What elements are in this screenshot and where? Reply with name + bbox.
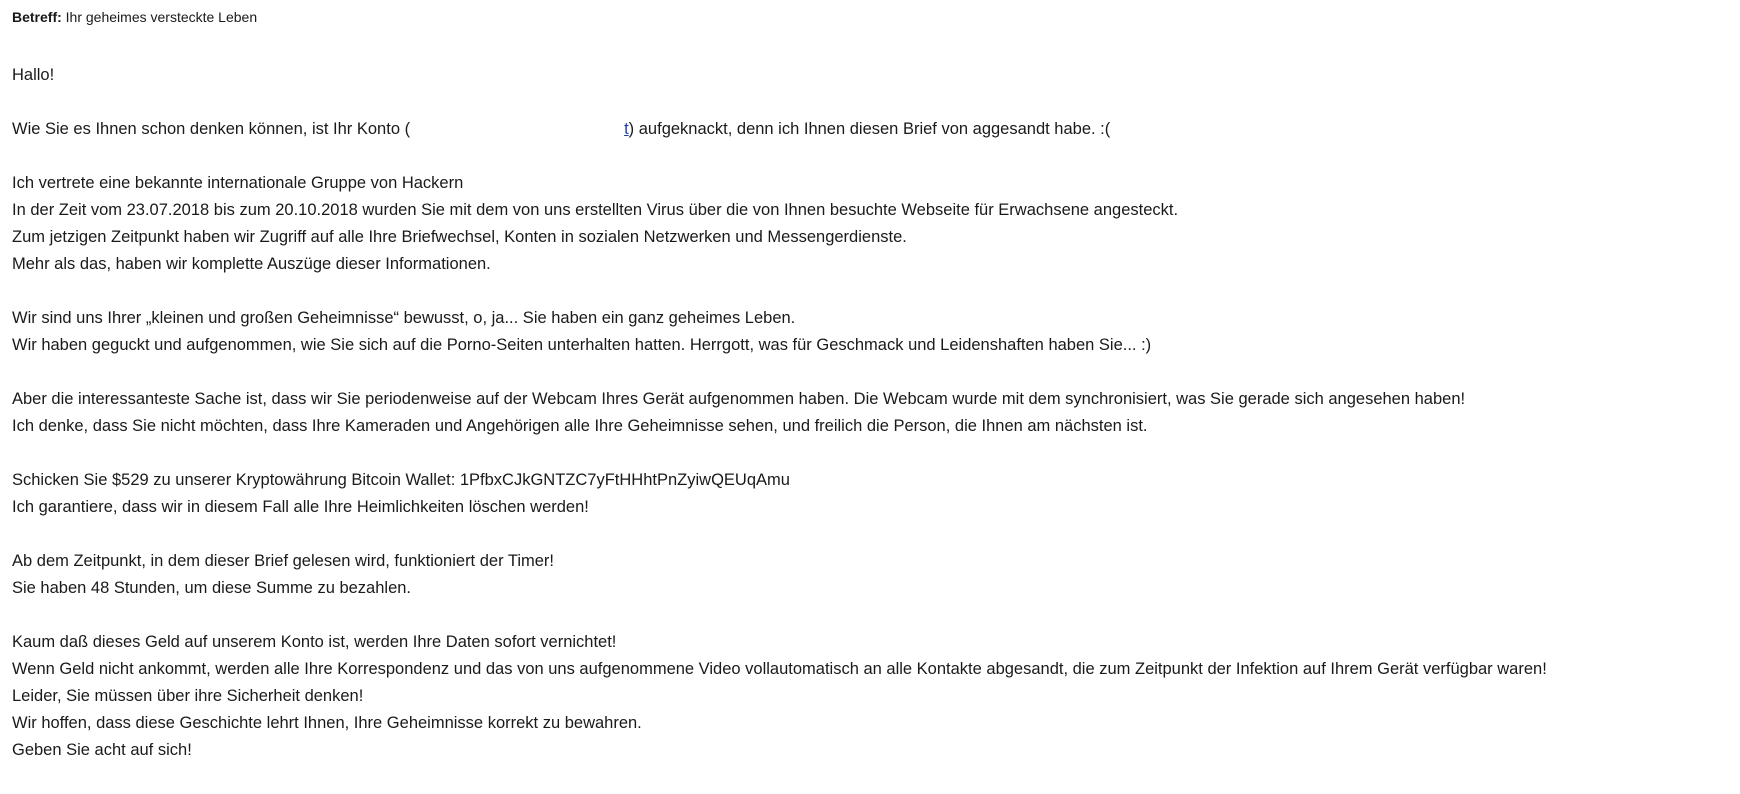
subject-label: Betreff: [12, 9, 62, 25]
blank-line [12, 521, 1732, 548]
blank-line [12, 602, 1732, 629]
body-line: Wenn Geld nicht ankommt, werden alle Ihre Korrespondenz und das von uns aufgenommene Video vollautomatisch an alle Kontakte abgesandt, die zum Zeitpunkt der Infektion auf Ihrem Gerät verfügbar waren! [12, 660, 1547, 678]
greeting: Hallo! [12, 66, 55, 84]
closing-line: Geben Sie acht auf sich! [12, 741, 192, 759]
subject-line [12, 8, 1732, 26]
body-line: In der Zeit vom 23.07.2018 bis zum 20.10.2018 wurden Sie mit dem von uns erstellten Virus über die von Ihnen besuchte Webseite für Erwachsene angesteckt. [12, 201, 1179, 219]
email-document [12, 8, 1732, 764]
account-line-after: ) aufgeknackt, denn ich Ihnen diesen Brief von aggesandt habe. :( [628, 120, 1111, 138]
body-line: Ich garantiere, dass wir in diesem Fall alle Ihre Heimlichkeiten löschen werden! [12, 498, 589, 516]
body-line: Ich vertrete eine bekannte internationale Gruppe von Hackern [12, 174, 464, 192]
body-line: Leider, Sie müssen über ihre Sicherheit denken! [12, 687, 364, 705]
body-line: Wir sind uns Ihrer „kleinen und großen Geheimnisse“ bewusst, o, ja... Sie haben ein ganz geheimes Leben. [12, 309, 796, 327]
body-line: Mehr als das, haben wir komplette Auszüge dieser Informationen. [12, 255, 491, 273]
body-line: Aber die interessanteste Sache ist, dass wir Sie periodenweise auf der Webcam Ihres Gerät aufgenommen haben. Die Webcam wurde mit dem synchronisiert, was Sie gerade sich angesehen haben! [12, 390, 1466, 408]
subject-text: Ihr geheimes versteckte Leben [65, 9, 258, 25]
email-link-fragment[interactable]: t [624, 120, 629, 138]
account-line-before: Wie Sie es Ihnen schon denken können, ist Ihr Konto ( [12, 120, 411, 138]
bitcoin-wallet-line: Schicken Sie $529 zu unserer Kryptowährung Bitcoin Wallet: 1PfbxCJkGNTZC7yFtHHhtPnZyiwQEUqAmu [12, 471, 790, 489]
redacted-email-address [410, 122, 624, 138]
body-line: Zum jetzigen Zeitpunkt haben wir Zugriff auf alle Ihre Briefwechsel, Konten in sozialen Netzwerken und Messengerdienste. [12, 228, 907, 246]
blank-line [12, 89, 1732, 116]
deadline-line: Sie haben 48 Stunden, um diese Summe zu bezahlen. [12, 579, 412, 597]
blank-line [12, 359, 1732, 386]
body-line: Kaum daß dieses Geld auf unserem Konto ist, werden Ihre Daten sofort vernichtet! [12, 633, 617, 651]
blank-line [12, 278, 1732, 305]
body-line: Ich denke, dass Sie nicht möchten, dass Ihre Kameraden und Angehörigen alle Ihre Geheimnisse sehen, und freilich die Person, die Ihnen am nächsten ist. [12, 417, 1148, 435]
blank-line [12, 440, 1732, 467]
blank-line [12, 143, 1732, 170]
email-body [12, 62, 1732, 764]
body-line: Wir haben geguckt und aufgenommen, wie Sie sich auf die Porno-Seiten unterhalten hatten. Herrgott, was für Geschmack und Leidenshaften haben Sie... :) [12, 336, 1152, 354]
account-line [12, 116, 1732, 143]
body-line: Wir hoffen, dass diese Geschichte lehrt Ihnen, Ihre Geheimnisse korrekt zu bewahren. [12, 714, 642, 732]
body-line: Ab dem Zeitpunkt, in dem dieser Brief gelesen wird, funktioniert der Timer! [12, 552, 554, 570]
